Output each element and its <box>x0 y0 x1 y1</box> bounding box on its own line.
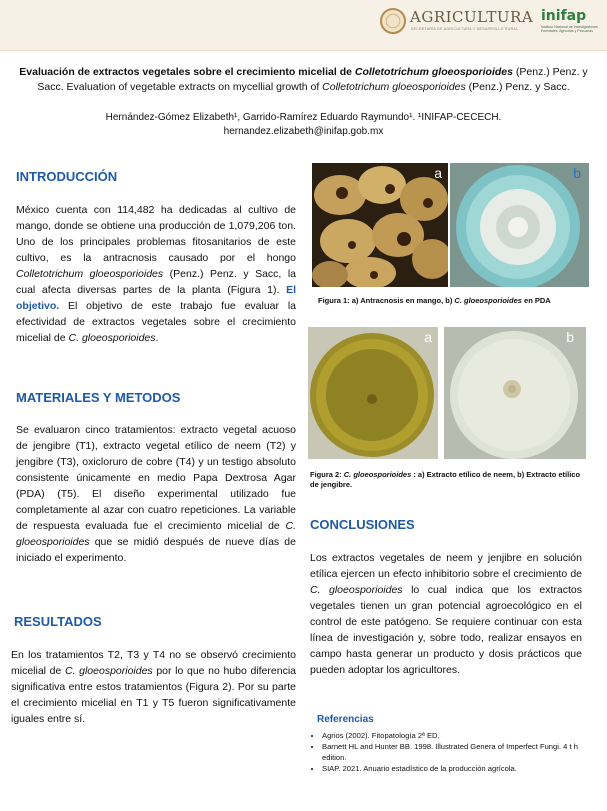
authors <box>8 111 599 139</box>
figure2-image-a <box>308 327 438 459</box>
figure2-letter-a: a <box>424 329 432 345</box>
figure1-letter-b: b <box>573 165 581 181</box>
figure1-caption: Figura 1: a) Antracnosis en mango, b) C. gloeosporioides en PDA <box>318 296 551 305</box>
conclusions-heading: CONCLUSIONES <box>310 517 415 532</box>
figure1-letter-a: a <box>434 165 442 181</box>
title-part1: Evaluación de extractos vegetales sobre el crecimiento micelial de <box>19 66 355 78</box>
results-paragraph: En los tratamientos T2, T3 y T4 no se observó crecimiento micelial de C. gloeosporioides por lo que no hubo diferencia significativa entre estos tratamientos (Figura 2). Por su parte el crecimiento micelial en T1 y T5 fueron significativamente iguales entre sí. <box>11 649 296 725</box>
references-list <box>308 730 600 774</box>
intro-paragraph: México cuenta con 114,482 ha dedicadas al cultivo de mango, donde se obtiene una producción de 1,079,206 ton. Uno de los principales problemas fitosanitarios de este cultivo, es la antracnosis causado por el hongo Colletotrichum gloeosporioides (Penz.) Penz. y Sacc, la cual afecta diversas partes de la planta (Figura 1). El objetivo. El objetivo de este trabajo fue evaluar la efectividad de extractos vegetales sobre el crecimiento micelial de C. gloeosporioides. <box>16 204 296 344</box>
authors-names: Hernández-Gómez Elizabeth¹, Garrido-Ramírez Eduardo Raymundo¹. ¹INIFAP-CECECH. <box>105 112 502 123</box>
agricultura-logo-text: AGRICULTURA <box>410 8 534 26</box>
results-heading: RESULTADOS <box>14 614 102 629</box>
figure1-image-b <box>450 163 589 287</box>
inifap-logo-subtitle: Instituto Nacional de Investigaciones Forestales, Agrícolas y Pecuarias <box>541 25 598 33</box>
figure2-letter-b: b <box>566 329 574 345</box>
methods-paragraph: Se evaluaron cinco tratamientos: extracto vegetal acuoso de jengibre (T1), extracto vegetal etílico de neem (T2) y jengibre (T3), oxicloruro de cobre (T4) y un testigo absoluto consistente únicamente en medio Papa Dextrosa Agar (PDA) (T5). El diseño experimental utilizado fue completamente al azar con cuatro repeticiones. La variable de respuesta evaluada fue el crecimiento micelial de C. gloeosporioides que se midió después de nueve días de iniciado el experimento. <box>16 424 296 564</box>
inifap-logo-text: inifap <box>541 8 587 24</box>
title-part2: (Penz.) Penz. y Sacc. Evaluation of vegetable extracts on mycellial growth of <box>37 66 588 93</box>
author-email: hernandez.elizabeth@inifap.gob.mx <box>223 126 384 137</box>
reference-item: • Agrios (2002). Fitopatología 2ª ED. <box>322 730 600 741</box>
title-species: Colletotrichum gloeosporioides <box>322 81 466 93</box>
title-species-bold: Colletotrichum gloeosporioides <box>354 66 513 78</box>
intro-heading: INTRODUCCIÓN <box>16 169 118 184</box>
reference-item: • SIAP. 2021. Anuario estadístico de la producción agrícola. <box>322 763 600 774</box>
conclusions-paragraph: Los extractos vegetales de neem y jenjibre en solución etílica ejercen un efecto inhibitorio sobre el crecimiento de C. gloeosporioides lo cual indica que los extractos vegetales tienen un gran potencial agroecológico en el control de este patógeno. Se requiere continuar con esta línea de investigación y, sobre todo, realizar ensayos en campo hasta generar un producto y dosis prácticos que pueden adoptar los agricultores. <box>310 552 582 676</box>
figure2-image-b <box>444 327 586 459</box>
title-part3: (Penz.) Penz. y Sacc. <box>465 81 570 93</box>
agricultura-seal-icon <box>380 8 406 34</box>
figure2-caption: Figura 2: C. gloeosporioides : a) Extracto etílico de neem, b) Extracto etílico de jengibre. <box>310 470 581 489</box>
references-heading: Referencias <box>317 714 374 725</box>
figure1-image-a <box>312 163 448 287</box>
reference-item: • Barnett HL and Hunter BB. 1998. Illustrated Genera of Imperfect Fungi. 4 t h edition. <box>322 741 600 763</box>
poster-title <box>8 65 599 95</box>
methods-heading: MATERIALES Y METODOS <box>16 390 181 405</box>
agricultura-logo-subtitle: SECRETARÍA DE AGRICULTURA Y DESARROLLO RURAL <box>411 27 519 31</box>
